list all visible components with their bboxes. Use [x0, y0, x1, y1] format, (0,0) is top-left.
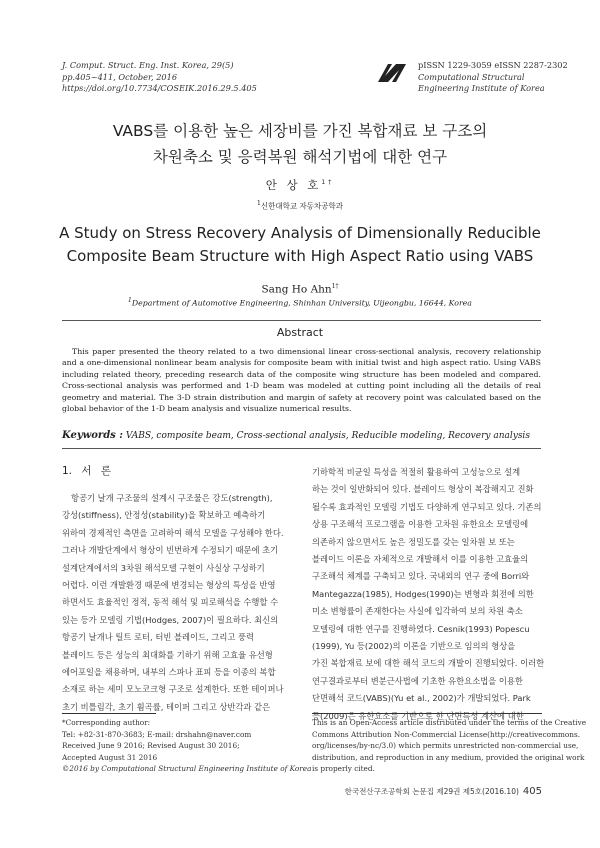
affiliation-english-sup: 1 [128, 297, 132, 304]
body-line: 블레이드 이론을 자체적으로 개발해서 이를 이용한 고효율의 [312, 554, 529, 565]
body-line: 그러나 개발단계에서 형상이 빈번하게 수정되기 때문에 초기 [62, 545, 279, 556]
author-korean-name: 안 상 호 [265, 178, 322, 192]
body-line: 될수록 효과적인 모델링 기법도 다양하게 연구되고 있다. 기존의 [312, 501, 542, 512]
footnote-line: Received June 9 2016; Revised August 30 2016; [62, 741, 240, 750]
footnote-line: Accepted August 31 2016 [62, 752, 158, 762]
author-korean [0, 177, 600, 193]
page-footer [312, 786, 542, 797]
body-line: 있는 등가 모델링 기법(Hodges, 2007)이 필요하다. 최신의 [62, 614, 279, 625]
open-access-line: org/licenses/by-nc/3.0) which permits unrestricted non-commercial use, [312, 741, 579, 750]
license-link[interactable]: Commons Attribution Non-Commercial License(http://creativecommons. [312, 729, 581, 739]
contact-line[interactable]: Tel: +82-31-870-3683; E-mail: drshahn@naver.com [62, 729, 252, 739]
body-line: 하면서도 효율적인 정적, 동적 해석 및 피로해석을 수행할 수 [62, 597, 279, 608]
footnote-line: *Corresponding author: [62, 718, 151, 727]
open-access-rule [312, 713, 542, 714]
keywords-text: VABS, composite beam, Cross-sectional analysis, Reducible modeling, Recovery analysis [123, 431, 530, 441]
abstract-top-rule [62, 320, 541, 321]
citation-line: J. Comput. Struct. Eng. Inst. Korea, 29(5) [62, 60, 234, 70]
author-english-name: Sang Ho Ahn [261, 283, 332, 296]
issn-line: pISSN 1229-3059 eISSN 2287-2302 [418, 60, 568, 70]
body-line: 설계단계에서의 3차원 해석모델 구현이 사실상 구성하기 [62, 562, 265, 573]
body-line: 상용 구조해석 프로그램을 이용한 고차원 유한요소 모델링에 [312, 519, 529, 530]
body-line: 항공기 날개나 틸트 로터, 터빈 블레이드, 그리고 풍력 [62, 632, 255, 643]
body-line: 항공기 날개 구조물의 설계시 구조물은 강도(strength), [71, 493, 273, 503]
open-access-line: is properly cited. [312, 764, 375, 773]
issn-block [418, 60, 568, 95]
body-line: 강성(stiffness), 안정성(stability)을 확보하고 예측하기 [62, 510, 266, 521]
body-line: 위하여 경제적인 측면을 고려하여 해석 모델을 구성해야 한다. [62, 527, 284, 538]
journal-citation [62, 60, 257, 95]
open-access-line: This is an Open-Access article distributed under the terms of the Creative [312, 718, 587, 727]
body-line: 초기 비틀림각, 초기 휨곡률, 테이퍼 그리고 상반각과 같은 [62, 701, 271, 712]
body-line: 블레이드 등은 성능의 최대화를 기하기 위해 고효율 유선형 [62, 649, 273, 660]
affiliation-korean-sup: 1 [257, 200, 261, 207]
keywords-label: Keywords : [62, 430, 123, 441]
affiliation-korean [0, 200, 600, 212]
citation-line: pp.405~411, October, 2016 [62, 71, 178, 82]
open-access-notice [312, 717, 587, 775]
body-line: 연구결과로부터 변분근사법에 기초한 유한요소법을 이용한 [312, 675, 523, 686]
body-line: 등(2009)은 유한요소를 기반으로 한 단면특성 계산에 대한 [312, 710, 524, 721]
society-line: Computational Structural [418, 71, 525, 82]
author-korean-sup: 1† [321, 179, 335, 187]
body-line: 의존하지 않으면서도 높은 정밀도를 갖는 일차원 보 또는 [312, 536, 515, 547]
title-english-line: A Study on Stress Recovery Analysis of Dimensionally Reducible [59, 224, 541, 242]
title-english-line: Composite Beam Structure with High Aspect Ratio using VABS [66, 247, 534, 265]
abstract-heading: Abstract [276, 326, 324, 339]
body-line: 미소 변형률이 존재한다는 사실에 입각하여 보의 차원 축소 [312, 606, 523, 617]
author-english-sup: 1† [331, 283, 339, 290]
body-line: 에어포일을 채용하며, 내부의 스파나 표피 등을 이종의 복합 [62, 667, 276, 678]
page-number: 405 [522, 786, 542, 797]
open-access-line: distribution, and reproduction in any medium, provided the original work [312, 752, 585, 762]
body-line: 소재로 하는 세미 모노코크형 구조로 설계한다. 또한 테이퍼나 [62, 684, 284, 695]
body-line: 기하학적 비균일 특성을 적절히 활용하여 고성능으로 설계 [312, 467, 521, 477]
abstract-bottom-rule [62, 448, 541, 449]
body-line: Mantegazza(1985), Hodges(1990)는 변형과 회전에 의한 [312, 588, 534, 599]
affiliation-english [0, 297, 600, 308]
cosEIK-logo-icon [376, 62, 408, 84]
footnote-rule [62, 713, 156, 714]
section-heading: 1. 서 론 [62, 465, 111, 477]
title-korean-line: 차원축소 및 응력복원 해석기법에 대한 연구 [152, 148, 448, 166]
title-korean-line: VABS를 이용한 높은 세장비를 가진 복합재료 보 구조의 [112, 122, 488, 140]
body-line: 단면해석 코드(VABS)(Yu et al., 2002)가 개발되었다. Park [312, 693, 531, 704]
keywords [62, 430, 541, 441]
doi-link[interactable]: https://doi.org/10.7734/COSEIK.2016.29.5.405 [62, 83, 257, 93]
body-line: 어렵다. 이런 개발환경 때문에 변경되는 형상의 특성을 반영 [62, 580, 276, 591]
body-column-right [312, 464, 545, 725]
title-korean [0, 118, 600, 170]
body-line: (1999), Yu 등(2002)의 이론을 기반으로 임의의 형상을 [312, 641, 516, 652]
affiliation-korean-text: 신한대학교 자동차공학과 [260, 201, 343, 211]
author-english [0, 283, 600, 296]
body-line: 구조해석 체계를 구축되고 있다. 국내외의 연구 중에 Borri와 [312, 571, 530, 582]
footer-journal: 한국전산구조공학회 논문집 제29권 제5호(2016.10) [344, 787, 519, 796]
abstract-text: This paper presented the theory related to a two dimensional linear cross-sectional analysis, recovery relationship and a one-dimensional nonlinear beam analysis for composite beam with initial twist and high aspect ratio. Using VABS including related theory, preceding research data of the composite wing structure has been modeled and compared. Cross-sectional analysis was performed and 1-D beam was modeled at cutting point including all the details of real geometry and material. The 3-D strain distribution and margin of safety at recovery point was calculated based on the global behavior of the 1-D beam analysis and visualize numerical results. [62, 347, 541, 414]
title-english [0, 222, 600, 268]
society-line: Engineering Institute of Korea [418, 83, 545, 93]
copyright-line: ©2016 by Computational Structural Engineering Institute of Korea [62, 764, 312, 773]
affiliation-english-text: Department of Automotive Engineering, Shinhan University, Uijeongbu, 16644, Korea [131, 298, 472, 308]
body-line: 하는 것이 일반화되어 있다. 블레이드 형상이 복잡해지고 진화 [312, 484, 534, 495]
footnote [62, 717, 311, 775]
body-line: 가진 복합재료 보에 대한 해석 코드의 개발이 진행되었다. 이러한 [312, 658, 545, 669]
body-column-left [62, 490, 292, 716]
body-line: 모델링에 대한 연구를 진행하였다. Cesnik(1993) Popescu [312, 623, 530, 634]
